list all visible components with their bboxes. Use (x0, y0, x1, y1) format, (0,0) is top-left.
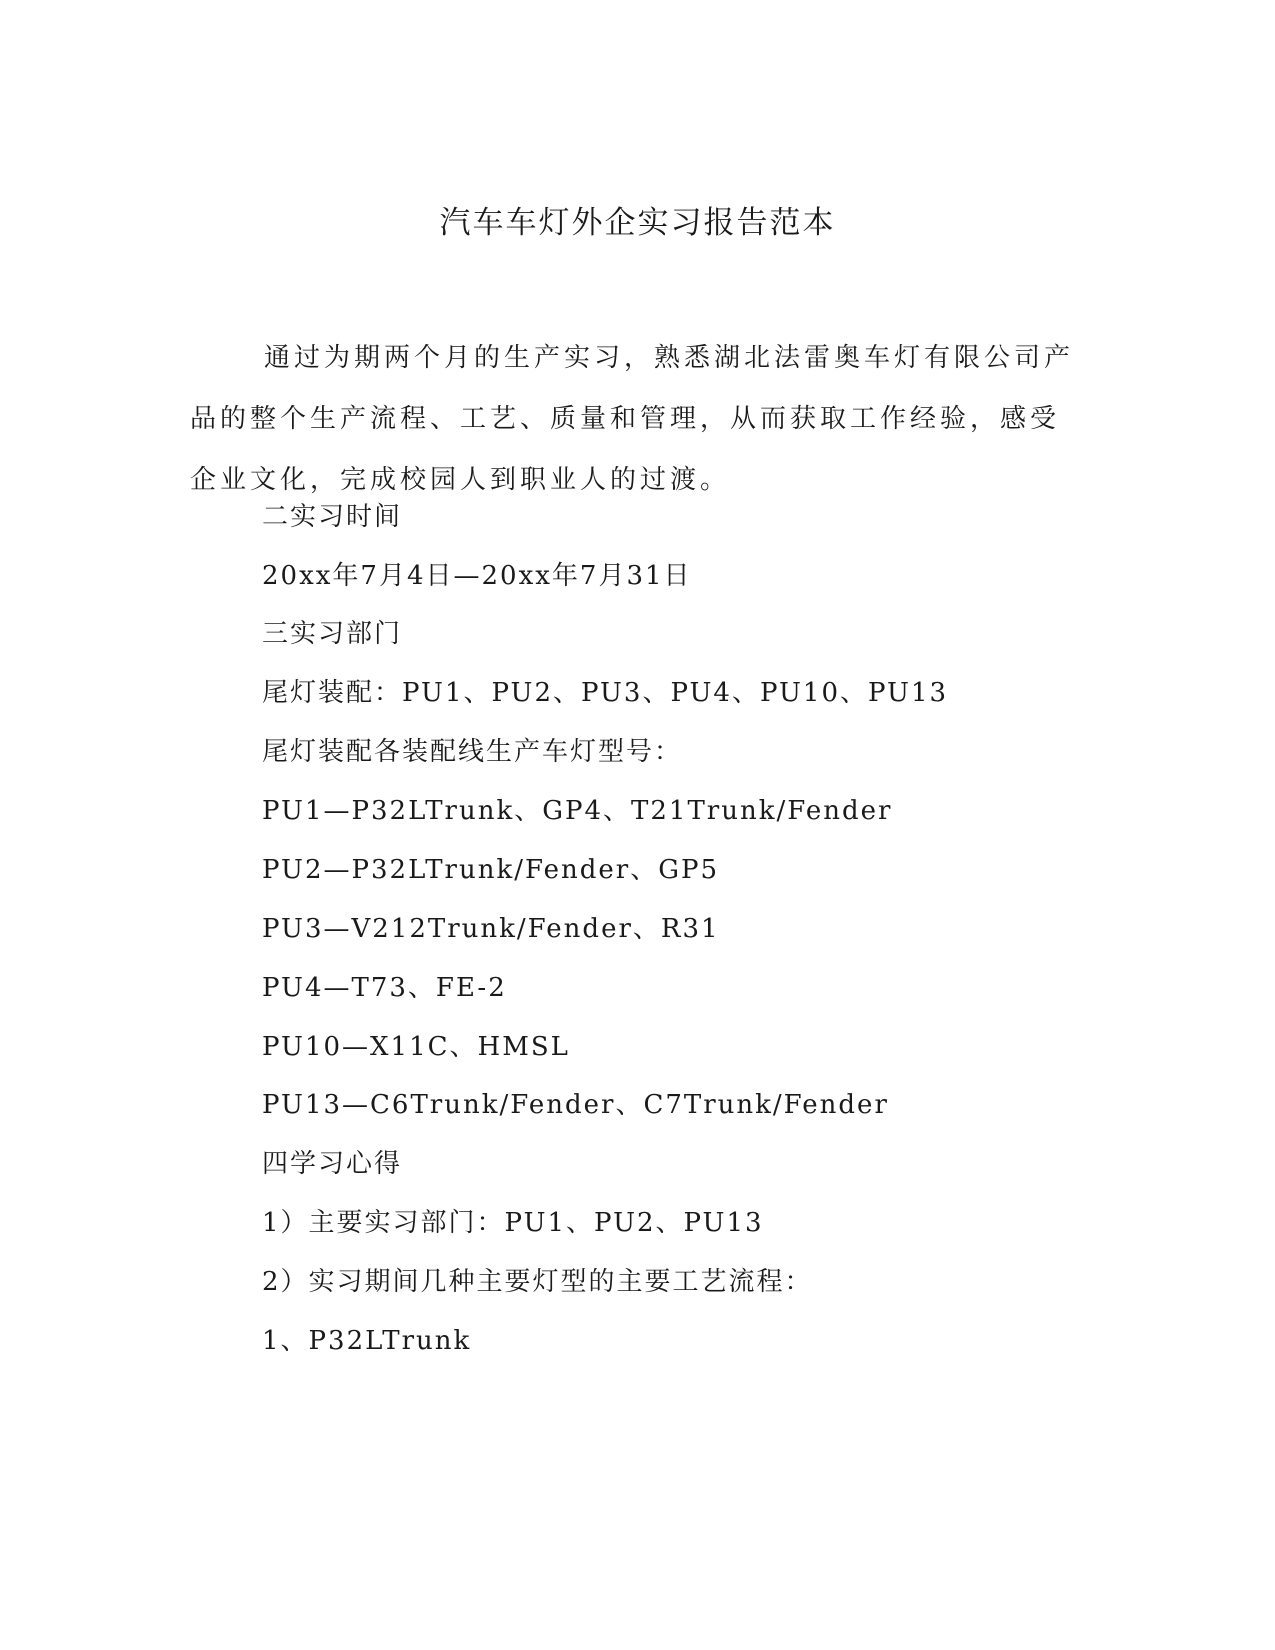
model-line-pu2: PU2—P32LTrunk/Fender、GP5 (262, 855, 720, 885)
section-heading-internship-department: 三实习部门 (262, 619, 403, 649)
model-line-pu13: PU13—C6Trunk/Fender、C7Trunk/Fender (262, 1090, 889, 1120)
assembly-models-heading: 尾灯装配各装配线生产车灯型号： (262, 737, 683, 767)
internship-date-range: 20xx年7月4日—20xx年7月31日 (262, 561, 692, 591)
document-title: 汽车车灯外企实习报告范本 (439, 205, 836, 241)
model-line-pu1: PU1—P32LTrunk、GP4、T21Trunk/Fender (262, 796, 893, 826)
model-line-pu4: PU4—T73、FE-2 (262, 973, 507, 1003)
intro-paragraph: 通过为期两个月的生产实习，熟悉湖北法雷奥车灯有限公司产品的整个生产流程、工艺、质量和管理，从而获取工作经验，感受企业文化，完成校园人到职业人的过渡。 (190, 343, 1075, 495)
process-flow-heading: 2）实习期间几种主要灯型的主要工艺流程： (262, 1267, 813, 1297)
process-item-p32ltrunk: 1、P32LTrunk (262, 1326, 472, 1356)
section-heading-learning-notes: 四学习心得 (262, 1149, 403, 1179)
model-line-pu10: PU10—X11C、HMSL (262, 1032, 570, 1062)
main-departments-line: 1）主要实习部门：PU1、PU2、PU13 (262, 1208, 764, 1238)
tail-light-assembly-lines: 尾灯装配：PU1、PU2、PU3、PU4、PU10、PU13 (262, 678, 949, 708)
section-heading-internship-time: 二实习时间 (262, 502, 403, 532)
model-line-pu3: PU3—V212Trunk/Fender、R31 (262, 914, 720, 944)
